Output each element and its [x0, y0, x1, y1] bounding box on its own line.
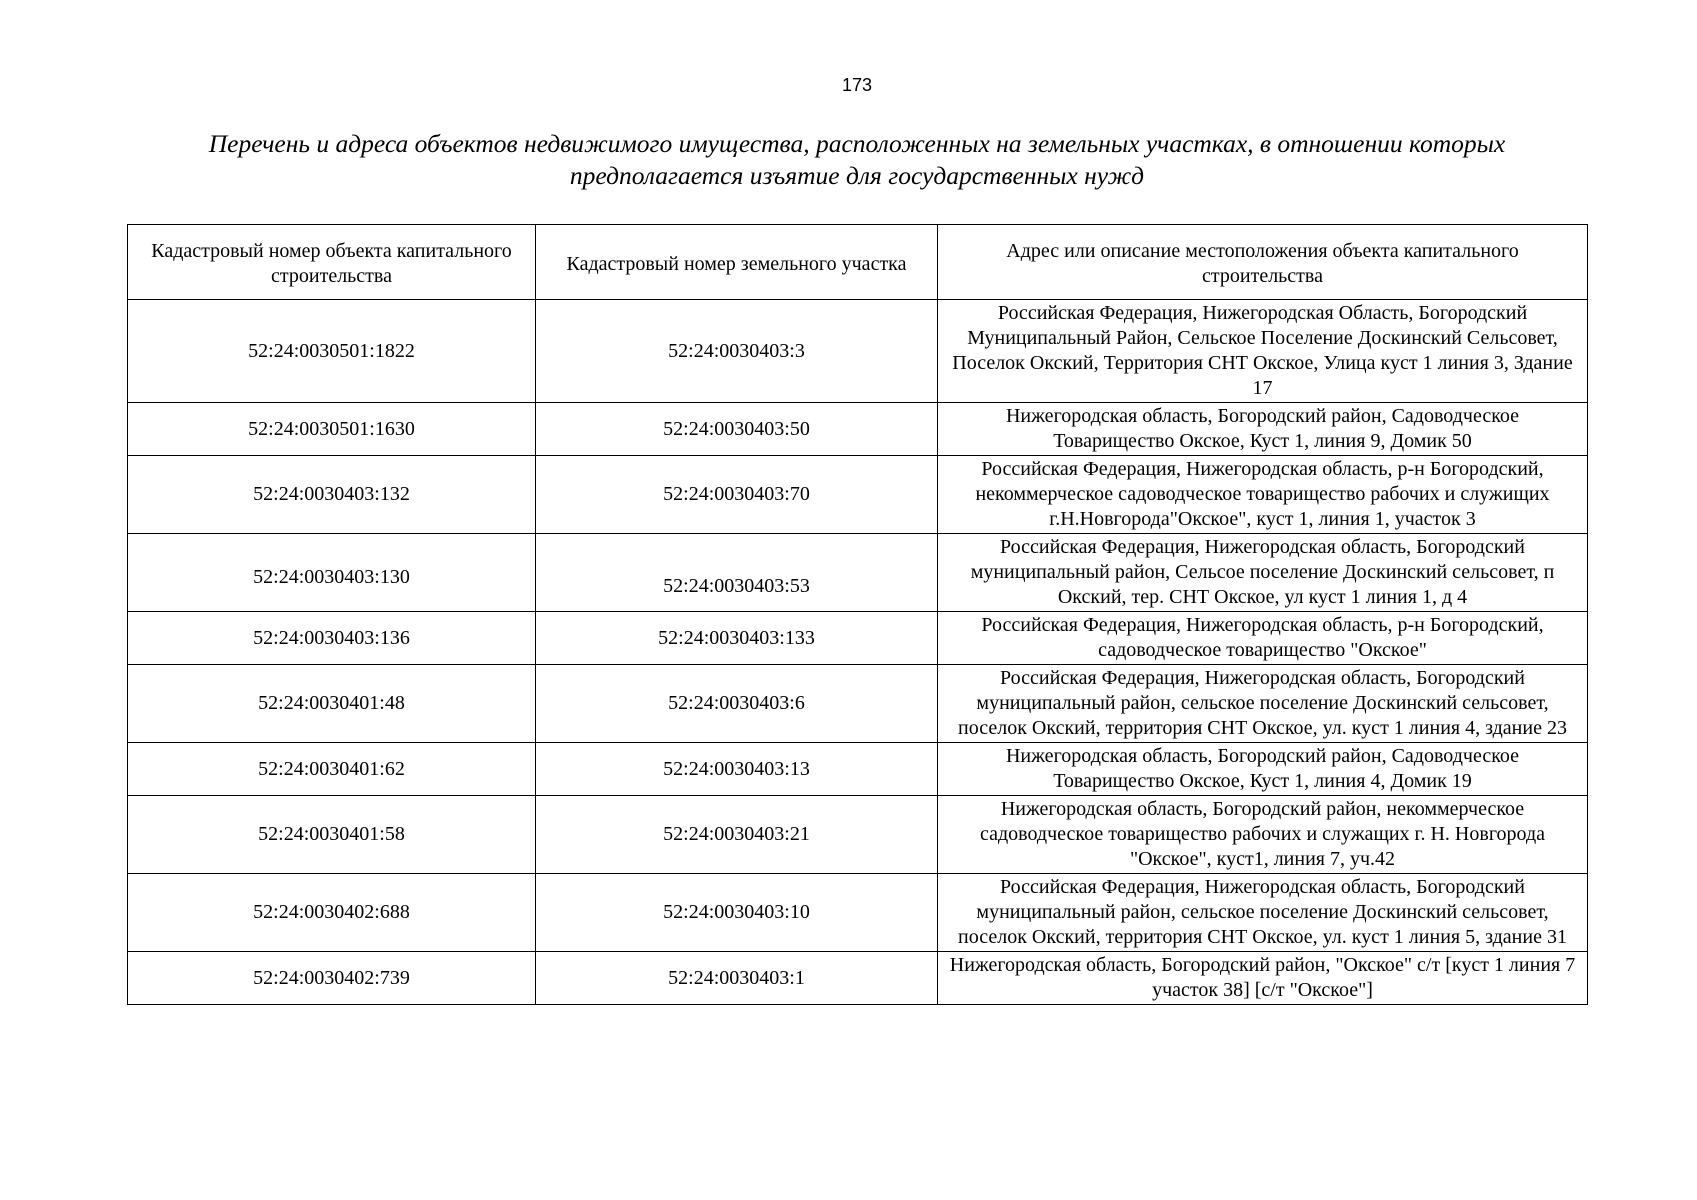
parcel-cadastral-number: 52:24:0030403:3 [536, 300, 938, 403]
object-address: Нижегородская область, Богородский район, Садоводческое Товарищество Окское, Куст 1, линия 9, Домик 50 [938, 403, 1588, 456]
object-cadastral-number: 52:24:0030403:136 [128, 612, 536, 665]
parcel-cadastral-number: 52:24:0030403:10 [536, 874, 938, 952]
object-address: Нижегородская область, Богородский район, некоммерческое садоводческое товарищество рабочих и служащих г. Н. Новгорода "Окское", куст1, линия 7, уч.42 [938, 796, 1588, 874]
object-cadastral-number: 52:24:0030403:130 [128, 534, 536, 612]
parcel-cadastral-number: 52:24:0030403:53 [536, 534, 938, 612]
table-row [128, 796, 1588, 874]
object-cadastral-number: 52:24:0030501:1630 [128, 403, 536, 456]
object-cadastral-number: 52:24:0030402:739 [128, 952, 536, 1005]
object-address: Российская Федерация, Нижегородская область, р-н Богородский, садоводческое товарищество "Окское" [938, 612, 1588, 665]
object-address: Нижегородская область, Богородский район, "Окское" с/т [куст 1 линия 7 участок 38] [с/т "Окское"] [938, 952, 1588, 1005]
header-parcel-cadastral-number: Кадастровый номер земельного участка [536, 225, 938, 300]
document-title [110, 128, 1604, 192]
parcel-cadastral-number: 52:24:0030403:13 [536, 743, 938, 796]
object-cadastral-number: 52:24:0030501:1822 [128, 300, 536, 403]
parcel-cadastral-number: 52:24:0030403:1 [536, 952, 938, 1005]
page-number: 173 [841, 75, 873, 95]
object-cadastral-number: 52:24:0030402:688 [128, 874, 536, 952]
table-row [128, 300, 1588, 403]
header-address: Адрес или описание местоположения объекта капитального строительства [938, 225, 1588, 300]
table-row [128, 665, 1588, 743]
parcel-cadastral-number: 52:24:0030403:50 [536, 403, 938, 456]
header-object-cadastral-number: Кадастровый номер объекта капитального строительства [128, 225, 536, 300]
parcel-cadastral-number: 52:24:0030403:70 [536, 456, 938, 534]
object-cadastral-number: 52:24:0030403:132 [128, 456, 536, 534]
object-cadastral-number: 52:24:0030401:62 [128, 743, 536, 796]
object-address: Российская Федерация, Нижегородская область, Богородский муниципальный район, сельское поселение Доскинский сельсовет, поселок Окский, территория СНТ Окское, ул. куст 1 линия 5, здание 31 [938, 874, 1588, 952]
table-row [128, 612, 1588, 665]
object-address: Российская Федерация, Нижегородская область, р-н Богородский, некоммерческое садоводческое товарищество рабочих и служищих г.Н.Новгорода"Окское", куст 1, линия 1, участок 3 [938, 456, 1588, 534]
table-row [128, 456, 1588, 534]
table-header-row [128, 225, 1588, 300]
object-address: Российская Федерация, Нижегородская область, Богородский муниципальный район, сельское поселение Доскинский сельсовет, поселок Окский, территория СНТ Окское, ул. куст 1 линия 4, здание 23 [938, 665, 1588, 743]
table-row [128, 874, 1588, 952]
table-row [128, 743, 1588, 796]
object-address: Российская Федерация, Нижегородская Область, Богородский Муниципальный Район, Сельское Поселение Доскинский Сельсовет, Поселок Окский, Территория СНТ Окское, Улица куст 1 линия 3, Здание 17 [938, 300, 1588, 403]
object-cadastral-number: 52:24:0030401:48 [128, 665, 536, 743]
parcel-cadastral-number: 52:24:0030403:21 [536, 796, 938, 874]
parcel-cadastral-number: 52:24:0030403:133 [536, 612, 938, 665]
document-title-line-2: предполагается изъятие для государственных нужд [569, 161, 1145, 190]
parcel-cadastral-number: 52:24:0030403:6 [536, 665, 938, 743]
document-title-line-1: Перечень и адреса объектов недвижимого имущества, расположенных на земельных участках, в отношении которых [208, 129, 1506, 158]
table-row [128, 403, 1588, 456]
object-address: Российская Федерация, Нижегородская область, Богородский муниципальный район, Сельсое поселение Доскинский сельсовет, п Окский, тер. СНТ Окское, ул куст 1 линия 1, д 4 [938, 534, 1588, 612]
table-row [128, 534, 1588, 612]
object-cadastral-number: 52:24:0030401:58 [128, 796, 536, 874]
object-address: Нижегородская область, Богородский район, Садоводческое Товарищество Окское, Куст 1, линия 4, Домик 19 [938, 743, 1588, 796]
property-register-table [127, 224, 1588, 1005]
table-row [128, 952, 1588, 1005]
